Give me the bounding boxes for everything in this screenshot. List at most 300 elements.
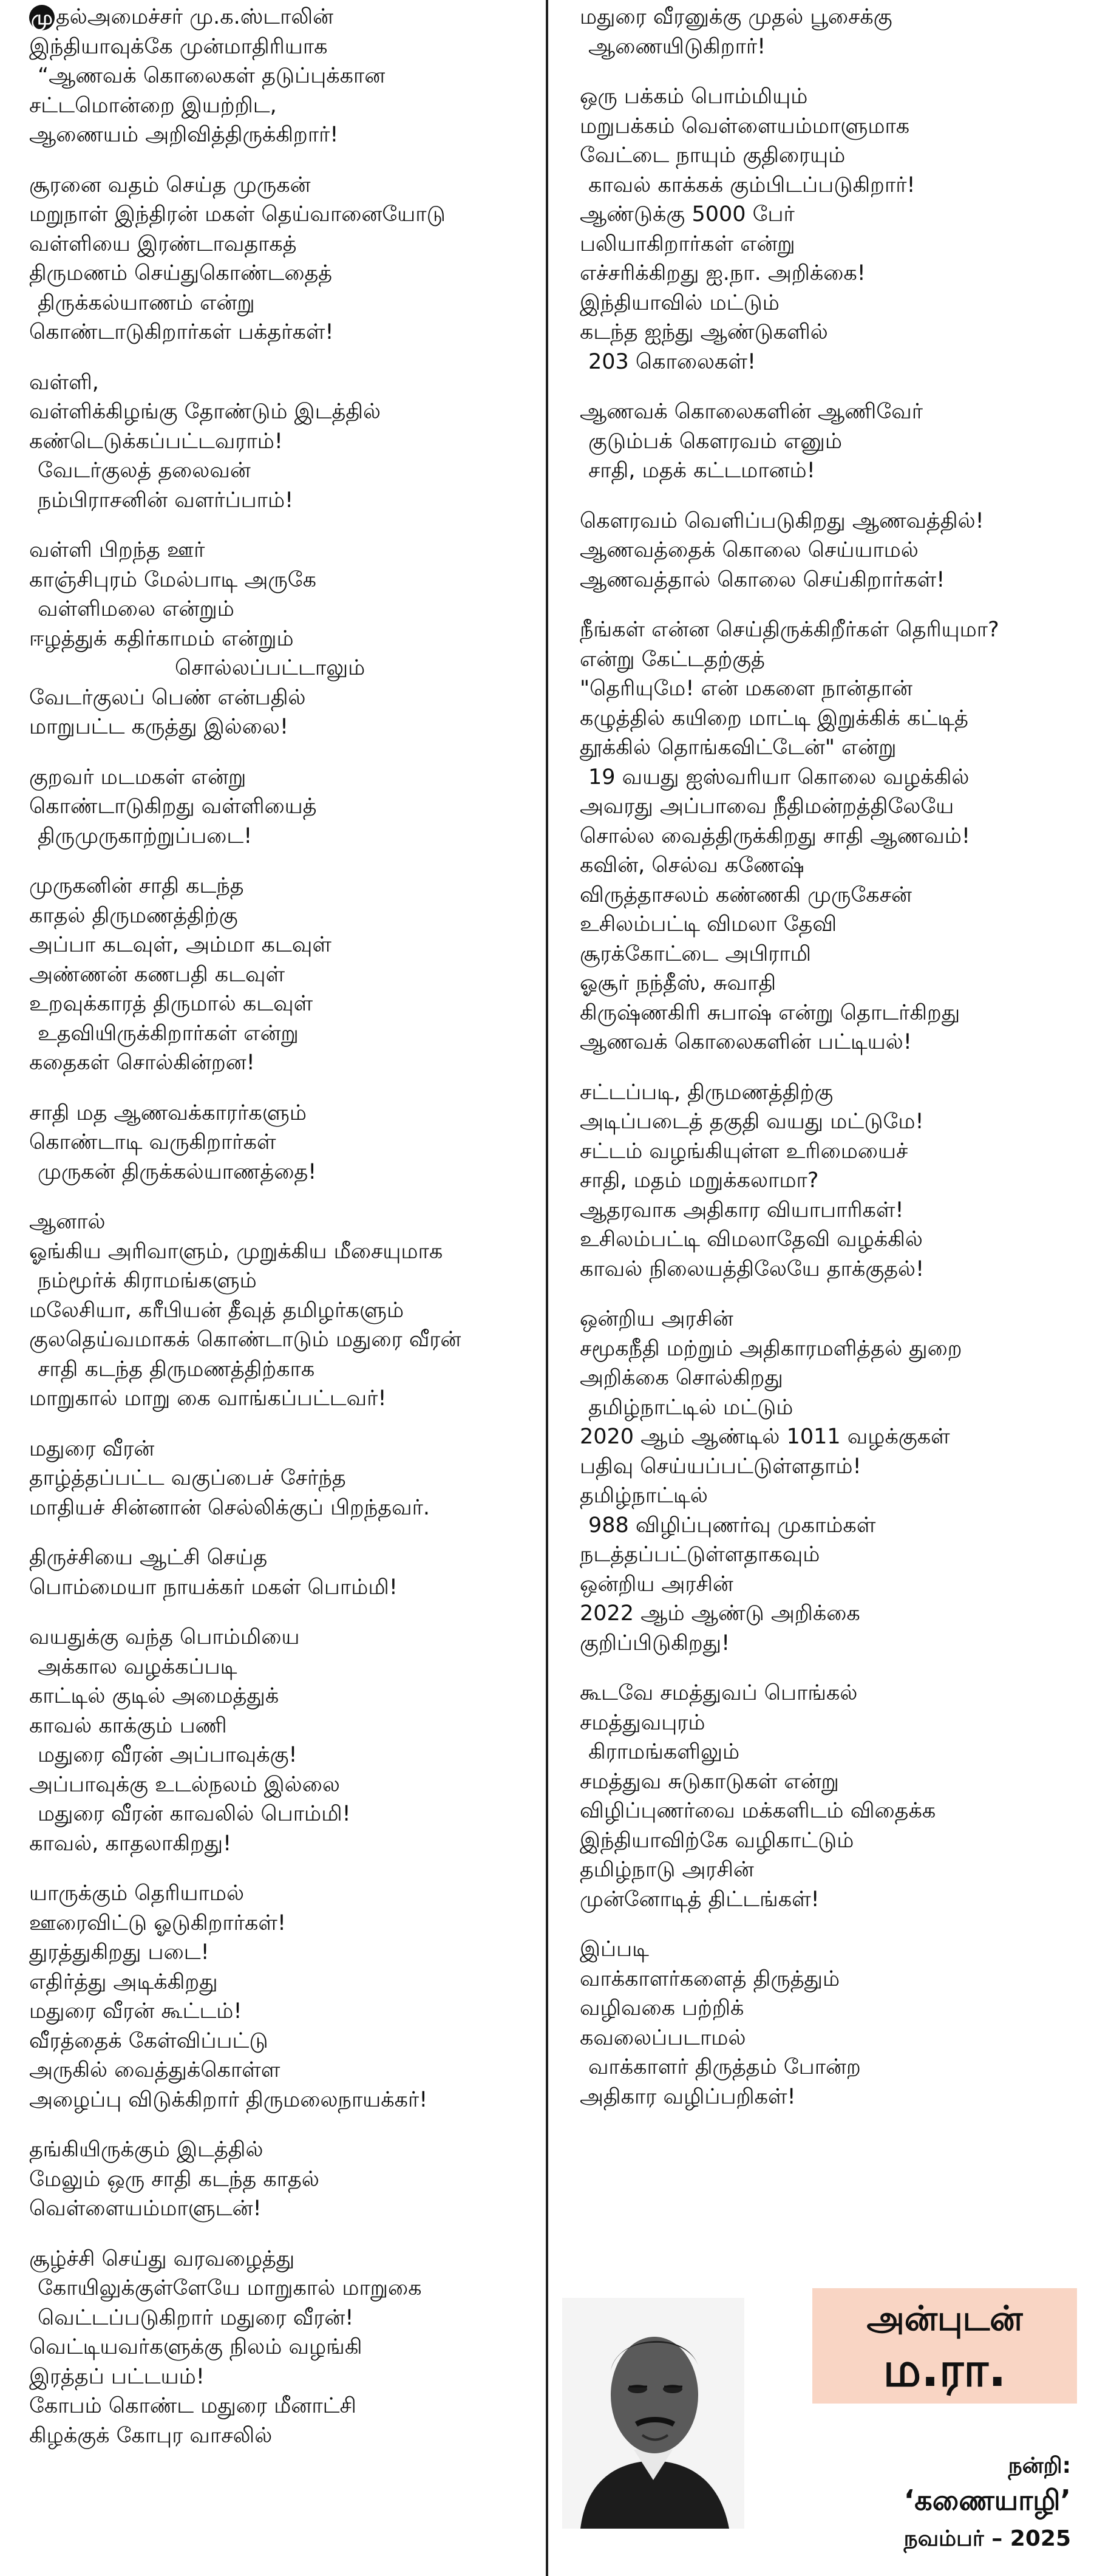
poem-line	[580, 645, 1084, 675]
poem-line-text: கூடவே சமத்துவப் பொங்கல்	[580, 1681, 858, 1705]
poem-line	[29, 1237, 539, 1267]
poem-line	[29, 595, 539, 624]
poem-line-text: ஆணையிடுகிறார்!	[588, 34, 766, 59]
poem-line	[580, 1570, 1084, 1600]
poem-line-text: பதிவு செய்யப்பட்டுள்ளதாம்!	[580, 1454, 861, 1479]
poem-line-text: மதுரை வீரன் கூட்டம்!	[29, 1999, 242, 2023]
poem-line-text: மதுரை வீரன் காவலில் பொம்மி!	[38, 1802, 351, 1826]
poem-line	[580, 1796, 1084, 1826]
poem-line	[29, 1099, 539, 1128]
poem-line	[29, 2303, 539, 2333]
stanza	[580, 1078, 1084, 1284]
stanza	[580, 615, 1084, 1057]
poem-line-text: திருமுருகாற்றுப்படை!	[38, 823, 253, 848]
poem-line-text: "தெரியுமே! என் மகளை நான்தான்	[580, 676, 912, 701]
poem-line	[580, 1452, 1084, 1482]
poem-line-text: எச்சரிக்கிறது ஐ.நா. அறிக்கை!	[580, 261, 866, 285]
stanza	[580, 1935, 1084, 2111]
poem-line-text: நடத்தப்பட்டுள்ளதாகவும்	[580, 1542, 820, 1567]
poem-line	[580, 32, 1084, 62]
poem-line	[580, 910, 1084, 939]
poem-line-text: குறவர் மடமகள் என்று	[29, 765, 246, 789]
poem-line-text: குலதெய்வமாகக் கொண்டாடும் மதுரை வீரன்	[29, 1327, 461, 1352]
poem-line	[580, 1767, 1084, 1797]
poem-line	[29, 1770, 539, 1800]
poem-line	[29, 32, 539, 62]
stanza	[29, 1434, 539, 1523]
poem-line	[580, 1678, 1084, 1708]
poem-line	[580, 1826, 1084, 1856]
poem-line-text: 988 விழிப்புணர்வு முகாம்கள்	[588, 1513, 876, 1538]
poem-line-text: உறவுக்காரத் திருமால் கடவுள்	[29, 992, 313, 1016]
poem-line-text: ஆணையம் அறிவித்திருக்கிறார்!	[29, 123, 339, 147]
poem-line-text: தங்கியிருக்கும் இடத்தில்	[29, 2138, 263, 2162]
poem-line	[29, 120, 539, 150]
poem-line	[580, 2053, 1084, 2082]
poem-line	[580, 141, 1084, 171]
poem-line	[29, 2332, 539, 2362]
poem-line	[29, 1325, 539, 1355]
poem-line-text: வெள்ளையம்மாளுடன்!	[29, 2196, 262, 2221]
poem-line-text: 2020 ஆம் ஆண்டில் 1011 வழக்குகள்	[580, 1425, 950, 1449]
poem-line-text: பொம்மையா நாயக்கர் மகள் பொம்மி!	[29, 1575, 398, 1600]
poem-line-text: ஊரைவிட்டு ஓடுகிறார்கள்!	[29, 1910, 286, 1935]
signature-block	[559, 2271, 1087, 2575]
poem-line-text: சமூகநீதி மற்றும் அதிகாரமளித்தல் துறை	[580, 1336, 962, 1361]
poem-line	[580, 536, 1084, 565]
poem-line-text: அடிப்படைத் தகுதி வயது மட்டுமே!	[580, 1109, 924, 1134]
poem-line	[29, 2421, 539, 2451]
poem-line-text: கோயிலுக்குள்ளேயே மாறுகால் மாறுகை	[38, 2276, 422, 2300]
poem-line-text: மாறுபட்ட கருத்து இல்லை!	[29, 715, 288, 739]
poem-line	[29, 427, 539, 457]
poem-line-text: காஞ்சிபுரம் மேல்பாடி அருகே	[29, 567, 317, 592]
poem-line-text: சமத்துவபுரம்	[580, 1710, 705, 1735]
poem-line-text: விழிப்புணர்வை மக்களிடம் விதைக்க	[580, 1799, 936, 1823]
poem-line	[580, 1964, 1084, 1994]
poem-line	[29, 2026, 539, 2056]
poem-line-text: தாழ்த்தப்பட்ட வகுப்பைச் சேர்ந்த	[29, 1466, 346, 1490]
poem-line	[580, 1737, 1084, 1767]
poem-line-text: கௌரவம் வெளிப்படுகிறது ஆணவத்தில்!	[580, 508, 984, 533]
poem-line-text: என்று கேட்டதற்குத்	[580, 647, 765, 672]
poem-line-text: ஆணவக் கொலைகளின் பட்டியல்!	[580, 1030, 912, 1054]
poem-line	[580, 733, 1084, 763]
poem-line	[580, 1708, 1084, 1738]
poem-line	[580, 1481, 1084, 1511]
poem-line-text: வழிவகை பற்றிக்	[580, 1996, 744, 2020]
poem-line	[29, 1682, 539, 1711]
poem-line	[29, 486, 539, 516]
left-column	[29, 0, 539, 2450]
poem-line-text: சூரனை வதம் செய்த முருகன்	[29, 172, 311, 197]
poem-line	[29, 1296, 539, 1326]
poem-line-text: முருகன் திருக்கல்யாணத்தை!	[38, 1159, 317, 1184]
poem-line	[29, 763, 539, 792]
poem-line-text: எதிர்த்து அடிக்கிறது	[29, 1969, 218, 1994]
poem-line	[29, 683, 539, 713]
poem-line	[29, 2362, 539, 2392]
poem-line	[580, 288, 1084, 318]
poem-line	[29, 1623, 539, 1652]
poem-line	[29, 712, 539, 742]
poem-line	[29, 930, 539, 960]
poem-line	[580, 171, 1084, 200]
poem-line-text: திருமணம் செய்துகொண்டதைத்	[29, 261, 333, 285]
poem-line-text: வள்ளி பிறந்த ஊர்	[29, 538, 205, 562]
poem-line	[29, 792, 539, 822]
poem-line	[580, 82, 1084, 112]
poem-line	[29, 2, 539, 32]
poem-line-text: ஒன்றிய அரசின்	[580, 1307, 733, 1331]
poem-line-text: ஓசூர் நந்தீஸ், சுவாதி	[580, 971, 776, 995]
poem-line-text: கொண்டாடுகிறார்கள் பக்தர்கள்!	[29, 320, 334, 344]
poem-line	[580, 1393, 1084, 1423]
poem-line-text: கோபம் கொண்ட மதுரை மீனாட்சி	[29, 2394, 356, 2418]
poem-line-text: கழுத்தில் கயிறை மாட்டி இறுக்கிக் கட்டித்	[580, 706, 968, 731]
poem-line	[580, 1599, 1084, 1629]
poem-line	[29, 91, 539, 121]
thanks-label: நன்றி:	[1008, 2453, 1071, 2478]
poem-line	[580, 1885, 1084, 1915]
poem-line	[580, 851, 1084, 881]
poem-line	[29, 397, 539, 427]
poem-line-text: அப்பா கடவுள், அம்மா கடவுள்	[29, 933, 331, 957]
poem-line-text: சட்டமொன்றை இயற்றிட,	[29, 93, 277, 118]
poem-line-text: தமிழ்நாட்டில் மட்டும்	[588, 1395, 793, 1420]
poem-line-text: ஆதரவாக அதிகார வியாபாரிகள்!	[580, 1198, 904, 1222]
poem-line-text: திருக்கல்யாணம் என்று	[38, 290, 255, 315]
poem-line-text: துரத்துகிறது படை!	[29, 1940, 209, 1964]
poem-line	[29, 2085, 539, 2115]
poem-line	[29, 1829, 539, 1859]
poem-line-text: இந்தியாவிற்கே வழிகாட்டும்	[580, 1828, 854, 1853]
poem-line-text: முருகனின் சாதி கடந்த	[29, 874, 244, 898]
stanza	[580, 82, 1084, 377]
poem-line	[580, 1540, 1084, 1570]
poem-line	[29, 2135, 539, 2165]
drop-cap: மு	[29, 5, 55, 30]
poem-line	[29, 1128, 539, 1157]
poem-line-text: அப்பாவுக்கு உடல்நலம் இல்லை	[29, 1772, 340, 1797]
poem-line-text: உசிலம்பட்டி விமலாதேவி வழக்கில்	[580, 1227, 923, 1252]
poem-line-text: வீரத்தைக் கேள்விப்பட்டு	[29, 2028, 268, 2053]
poem-line-text: சொல்ல வைத்திருக்கிறது சாதி ஆணவம்!	[580, 823, 970, 848]
poem-line-text: சாதி, மதக் கட்டமானம்!	[588, 458, 815, 483]
poem-line-text: 203 கொலைகள்!	[588, 349, 756, 374]
poem-line	[29, 1711, 539, 1741]
poem-line-text: நீங்கள் என்ன செய்திருக்கிறீர்கள் தெரியுமா?	[580, 618, 999, 642]
poem-line	[580, 1511, 1084, 1541]
poem-line-text: ஒன்றிய அரசின்	[580, 1572, 733, 1596]
author-name-box	[812, 2288, 1077, 2404]
poem-line-text: மறுபக்கம் வெள்ளையம்மாளுமாக	[580, 114, 910, 138]
stanza	[580, 506, 1084, 595]
poem-line	[29, 1909, 539, 1938]
poem-line-text: சட்டப்படி, திருமணத்திற்கு	[580, 1080, 834, 1105]
poem-line-text: தமிழ்நாட்டில்	[580, 1484, 708, 1508]
poem-line-text: கொண்டாடுகிறது வள்ளியைத்	[29, 794, 317, 819]
poem-line-text: வயதுக்கு வந்த பொம்மியை	[29, 1625, 300, 1649]
poem-line-text: சாதி கடந்த திருமணத்திற்காக	[38, 1357, 315, 1382]
poem-line	[580, 1196, 1084, 1225]
poem-line	[580, 1107, 1084, 1137]
poem-line	[29, 259, 539, 288]
poem-line	[580, 1137, 1084, 1167]
poem-line-text: காவல் காக்கும் பணி	[29, 1713, 227, 1738]
stanza	[29, 1879, 539, 2114]
poem-line	[580, 1422, 1084, 1452]
poem-line-text: வாக்காளர் திருத்தம் போன்ற	[588, 2055, 861, 2079]
poem-line	[580, 2, 1084, 32]
stanza	[580, 397, 1084, 486]
poem-line-text: சட்டம் வழங்கியுள்ள உரிமையைச்	[580, 1139, 908, 1164]
poem-line	[580, 427, 1084, 457]
poem-line	[29, 456, 539, 486]
poem-line	[580, 1027, 1084, 1057]
poem-line	[580, 397, 1084, 427]
poem-line	[29, 1207, 539, 1237]
poem-line-text: ஒரு பக்கம் பொம்மியும்	[580, 84, 808, 109]
poem-line	[580, 615, 1084, 645]
poem-line-text: வாக்காளர்களைத் திருத்தும்	[580, 1966, 840, 1991]
poem-line	[29, 2165, 539, 2195]
poem-line-text: நம்பிராசனின் வளர்ப்பாம்!	[38, 488, 294, 513]
poem-line	[29, 1157, 539, 1187]
poem-line	[29, 368, 539, 398]
poem-line-text: திருச்சியை ஆட்சி செய்த	[29, 1545, 268, 1570]
poem-line-text: மாறுகால் மாறு கை வாங்கப்பட்டவர்!	[29, 1386, 387, 1411]
poem-line	[29, 230, 539, 259]
poem-line	[29, 1543, 539, 1573]
poem-line	[580, 2082, 1084, 2112]
poem-line-text: உதவியிருக்கிறார்கள் என்று	[38, 1021, 299, 1046]
stanza	[580, 2, 1084, 61]
poem-line-text: கொண்டாடி வருகிறார்கள்	[29, 1130, 276, 1154]
poem-line	[580, 200, 1084, 230]
poem-line-text: வேடர்குலப் பெண் என்பதில்	[29, 685, 306, 710]
poem-line-text: பலியாகிறார்கள் என்று	[580, 231, 795, 256]
poem-line-text: தல்அமைச்சர் மு.க.ஸ்டாலின்	[56, 5, 334, 29]
poem-line-text: மறுநாள் இந்திரன் மகள் தெய்வானையோடு	[29, 202, 446, 227]
source-name: ‘கணையாழி’	[903, 2484, 1071, 2516]
author-photo	[562, 2298, 744, 2529]
poem-line	[580, 565, 1084, 595]
poem-line	[29, 1740, 539, 1770]
column-divider	[546, 0, 548, 2576]
poem-line-text: வேடர்குலத் தலைவன்	[38, 458, 251, 483]
poem-line-text: வள்ளிமலை என்றும்	[38, 597, 234, 621]
poem-line	[580, 1255, 1084, 1284]
poem-line-text: சூரக்கோட்டை அபிராமி	[580, 941, 812, 966]
poem-line	[29, 565, 539, 595]
poem-line-text: இந்தியாவில் மட்டும்	[580, 290, 780, 315]
poem-line-text: கவலைப்படாமல்	[580, 2025, 746, 2050]
poem-line	[580, 998, 1084, 1028]
stanza	[29, 171, 539, 347]
poem-line-text: 2022 ஆம் ஆண்டு அறிக்கை	[580, 1601, 860, 1626]
poem-line	[29, 1019, 539, 1049]
stanza	[29, 763, 539, 851]
poem-line-text: வெட்டப்படுகிறார் மதுரை வீரன்!	[38, 2305, 354, 2330]
poem-line-text: அக்கால வழக்கப்படி	[38, 1654, 237, 1679]
poem-line	[580, 318, 1084, 347]
poem-line-text: காவல் நிலையத்திலேயே தாக்குதல்!	[580, 1256, 925, 1281]
stanza	[29, 2, 539, 150]
poem-line-text: அறிக்கை சொல்கிறது	[580, 1366, 783, 1390]
poem-line-text: உசிலம்பட்டி விமலா தேவி	[580, 912, 837, 936]
poem-line	[580, 506, 1084, 536]
poem-line-text: அருகில் வைத்துக்கொள்ள	[29, 2058, 280, 2082]
poem-line-text: இப்படி	[580, 1937, 649, 1961]
poem-line	[580, 347, 1084, 377]
poem-line	[29, 1355, 539, 1385]
poem-line-text: ஓங்கிய அரிவாளும், முறுக்கிய மீசையுமாக	[29, 1239, 443, 1264]
poem-line-text: சமத்துவ சுடுகாடுகள் என்று	[580, 1769, 839, 1794]
poem-line	[29, 1799, 539, 1829]
poem-line	[29, 1879, 539, 1909]
poem-line	[580, 456, 1084, 486]
poem-line	[29, 989, 539, 1019]
poem-line	[580, 763, 1084, 792]
poem-line-text: கதைகள் சொல்கின்றன!	[29, 1051, 255, 1075]
poem-line	[580, 259, 1084, 288]
poem-line	[580, 1363, 1084, 1393]
poem-line	[580, 230, 1084, 259]
author-name: ம.ரா.	[883, 2343, 1007, 2397]
poem-line-text: கடந்த ஐந்து ஆண்டுகளில்	[580, 320, 828, 344]
poem-line-text: யாருக்கும் தெரியாமல்	[29, 1881, 245, 1906]
poem-line-text: அவரது அப்பாவை நீதிமன்றத்திலேயே	[580, 794, 954, 819]
poem-line-text: காவல் காக்கக் கும்பிடப்படுகிறார்!	[588, 172, 916, 197]
poem-line	[29, 1938, 539, 1968]
greeting-text: அன்புடன்	[866, 2299, 1023, 2339]
stanza	[29, 1623, 539, 1858]
poem-line	[580, 704, 1084, 734]
poem-line	[29, 960, 539, 990]
poem-line-text: காட்டில் குடில் அமைத்துக்	[29, 1684, 279, 1708]
poem-line-text: சொல்லப்பட்டாலும்	[175, 656, 365, 680]
poem-line	[29, 1463, 539, 1493]
poem-line-text: சாதி, மதம் மறுக்கலாமா?	[580, 1168, 819, 1193]
poem-line	[580, 881, 1084, 910]
poem-line	[29, 2194, 539, 2224]
stanza	[29, 871, 539, 1078]
poem-line	[29, 2244, 539, 2274]
poem-line-text: கிருஷ்ணகிரி சுபாஷ் என்று தொடர்கிறது	[580, 1000, 960, 1025]
poem-line	[29, 871, 539, 901]
stanza	[29, 536, 539, 742]
stanza	[29, 1207, 539, 1414]
poem-line-text: கவின், செல்வ கணேஷ்	[580, 853, 804, 877]
poem-line	[29, 653, 539, 683]
poem-line-text: தூக்கில் தொங்கவிட்டேன்" என்று	[580, 735, 897, 760]
poem-line-text: குறிப்பிடுகிறது!	[580, 1630, 730, 1655]
poem-line-text: விருத்தாசலம் கண்ணகி முருகேசன்	[580, 882, 912, 907]
poem-line	[580, 1225, 1084, 1255]
poem-line	[29, 318, 539, 347]
stanza	[29, 368, 539, 516]
poem-line	[580, 674, 1084, 704]
poem-line-text: 19 வயது ஐஸ்வரியா கொலை வழக்கில்	[588, 765, 970, 789]
right-column	[580, 0, 1084, 2111]
poem-line	[580, 2023, 1084, 2053]
stanza	[29, 2135, 539, 2224]
poem-line-text: கண்டெடுக்கப்பட்டவராம்!	[29, 429, 283, 454]
poem-line-text: சூழ்ச்சி செய்து வரவழைத்து	[29, 2246, 295, 2271]
poem-line	[29, 901, 539, 931]
poem-line-text: வேட்டை நாயும் குதிரையும்	[580, 143, 846, 168]
poem-line	[580, 822, 1084, 851]
poem-line	[29, 1266, 539, 1296]
stanza	[580, 1304, 1084, 1658]
poem-line	[29, 1048, 539, 1078]
poem-line-text: ஈழத்துக் கதிர்காமம் என்றும்	[29, 626, 294, 651]
poem-line-text: மேலும் ஒரு சாதி கடந்த காதல்	[29, 2167, 319, 2192]
poem-line	[29, 822, 539, 851]
poem-line-text: அழைப்பு விடுக்கிறார் திருமலைநாயக்கர்!	[29, 2087, 428, 2112]
poem-line-text: மலேசியா, கரீபியன் தீவுத் தமிழர்களும்	[29, 1298, 404, 1323]
poem-line-text: “ஆணவக் கொலைகள் தடுப்புக்கான	[38, 64, 386, 88]
author-portrait-image	[562, 2298, 744, 2529]
poem-line	[580, 1855, 1084, 1885]
poem-line-text: வள்ளிக்கிழங்கு தோண்டும் இடத்தில்	[29, 400, 381, 424]
poem-line-text: அண்ணன் கணபதி கடவுள்	[29, 962, 285, 987]
poem-line-text: நம்மூர்க் கிராமங்களும்	[38, 1269, 257, 1293]
poem-line-text: குடும்பக் கௌரவம் எனும்	[588, 429, 843, 454]
poem-line	[29, 288, 539, 318]
poem-line	[580, 1935, 1084, 1964]
poem-line	[580, 1304, 1084, 1334]
poem-line	[29, 1434, 539, 1464]
poem-line	[29, 200, 539, 230]
poem-line-text: கிராமங்களிலும்	[588, 1740, 740, 1764]
stanza	[29, 1099, 539, 1187]
poem-line-text: மதுரை வீரன் அப்பாவுக்கு!	[38, 1743, 297, 1767]
poem-line	[580, 1078, 1084, 1108]
poem-line-text: ஆணவத்தைக் கொலை செய்யாமல்	[580, 538, 919, 562]
poem-line	[29, 1384, 539, 1414]
poem-line-text: இரத்தப் பட்டயம்!	[29, 2364, 205, 2389]
poem-line-text: வள்ளியை இரண்டாவதாகத்	[29, 231, 297, 256]
poem-line	[29, 2391, 539, 2421]
poem-line	[580, 1994, 1084, 2023]
poem-line-text: முன்னோடித் திட்டங்கள்!	[580, 1887, 820, 1912]
poem-line-text: மாதியச் சின்னான் செல்லிக்குப் பிறந்தவர்.	[29, 1495, 430, 1520]
poem-line	[29, 536, 539, 565]
poem-line-text: இந்தியாவுக்கே முன்மாதிரியாக	[29, 34, 328, 59]
poem-line-text: ஆண்டுக்கு 5000 பேர்	[580, 202, 795, 227]
poem-line	[29, 1968, 539, 1997]
stanza	[29, 1543, 539, 1602]
poem-line	[29, 61, 539, 91]
poem-line	[29, 2056, 539, 2085]
poem-line-text: சாதி மத ஆணவக்காரர்களும்	[29, 1100, 307, 1125]
poem-line-text: மதுரை வீரன்	[29, 1436, 155, 1461]
publication-date: நவம்பர் – 2025	[903, 2526, 1071, 2551]
poem-line	[29, 1573, 539, 1603]
poem-line-text: ஆனால்	[29, 1210, 106, 1234]
poem-line-text: அதிகார வழிப்பறிகள்!	[580, 2084, 796, 2109]
poem-line	[580, 939, 1084, 969]
poem-line-text: ஆணவக் கொலைகளின் ஆணிவேர்	[580, 400, 923, 424]
poem-line-text: வள்ளி,	[29, 370, 99, 395]
stanza	[580, 1678, 1084, 1914]
poem-line-text: தமிழ்நாடு அரசின்	[580, 1858, 754, 1882]
poem-line	[29, 624, 539, 654]
poem-line	[29, 1997, 539, 2026]
poem-line	[29, 171, 539, 200]
